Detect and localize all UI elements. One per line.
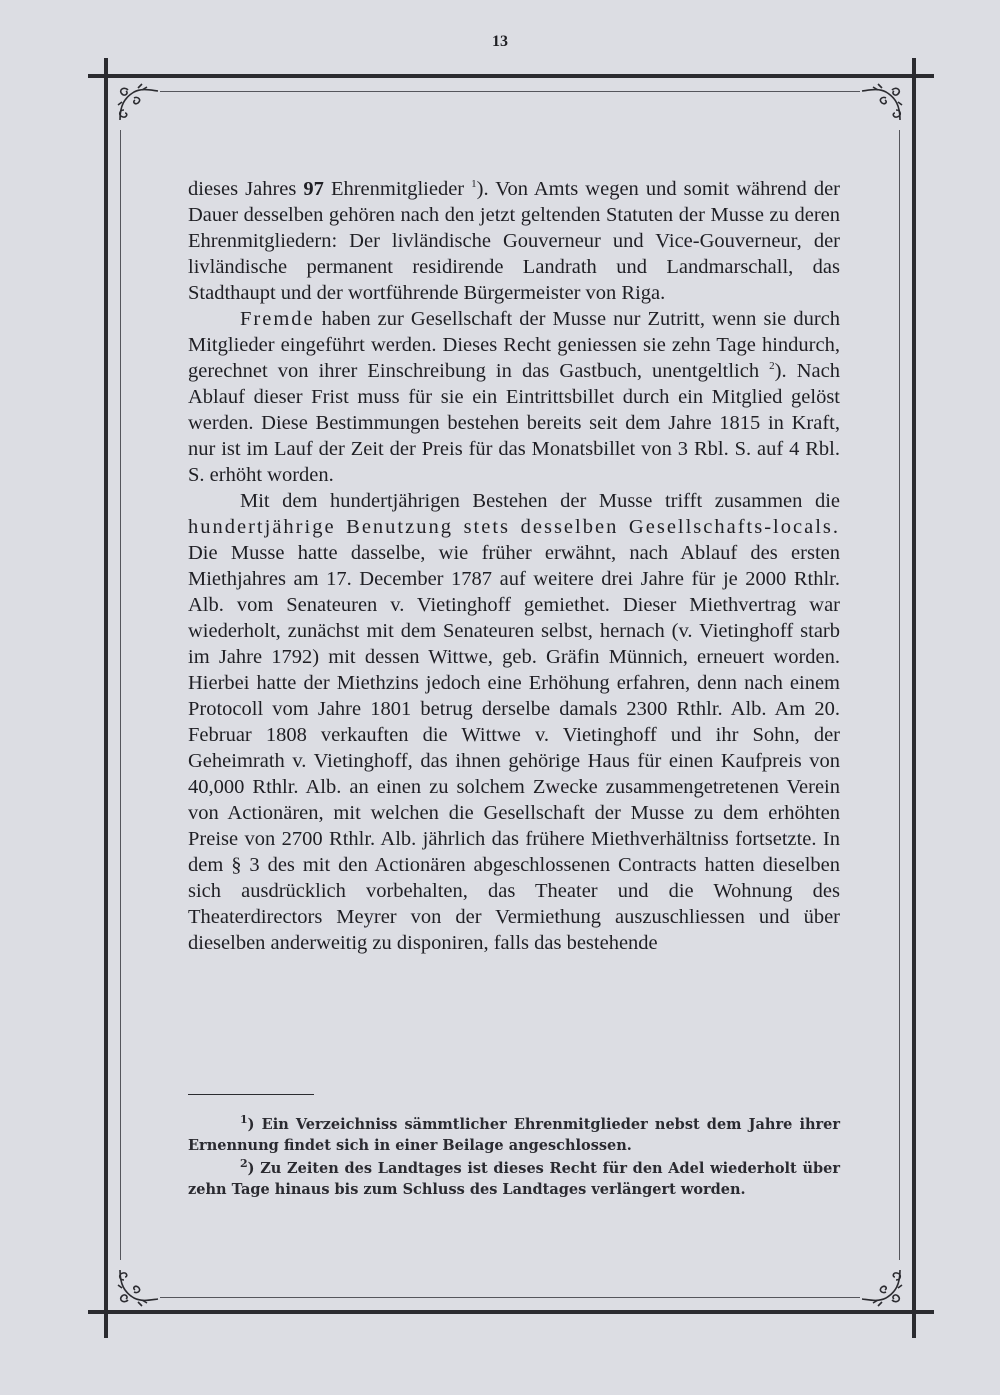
paragraph-3	[188, 488, 840, 956]
page-number: 13	[492, 33, 508, 50]
footnote-marker[interactable]: 2	[769, 360, 775, 373]
frame-inner-bottom-rule	[160, 1297, 860, 1298]
frame-right-rule	[912, 58, 916, 1338]
footnotes	[188, 1114, 840, 1202]
corner-ornament-icon	[114, 1262, 162, 1310]
footnote-text: ) Zu Zeiten des Landtages ist dieses Recht für den Adel wiederholt über zehn Tage hinaus bis zum Schluss des Landtages verlängert worden.	[188, 1160, 840, 1198]
member-count: 97	[303, 178, 324, 200]
frame-inner-right-rule	[899, 130, 900, 1260]
footnote-text: ) Ein Verzeichniss sämmtlicher Ehrenmitglieder nebst dem Jahre ihrer Ernennung findet sich in einer Beilage angeschlossen.	[188, 1116, 840, 1154]
text-run: Mit dem hundertjährigen Bestehen der Musse trifft zusammen die	[240, 490, 840, 512]
emphasis-text: hundertjährige Benutzung stets desselben Gesellschafts-locals.	[188, 516, 840, 538]
corner-ornament-icon	[858, 80, 906, 128]
frame-top-rule	[88, 74, 934, 78]
text-run: haben zur Gesellschaft der Musse nur Zutritt, wenn sie durch Mitglieder eingeführt werden. Dieses Recht geniessen sie zehn Tage hindurch, gerechnet von ihrer Einschreibung in das Gastbuch, unentgeltlich	[188, 308, 840, 382]
corner-ornament-icon	[858, 1262, 906, 1310]
footnote-divider	[188, 1094, 314, 1095]
footnote-number: 1	[240, 1113, 248, 1127]
frame-inner-left-rule	[120, 130, 121, 1260]
footnote	[188, 1114, 840, 1156]
text-run: Die Musse hatte dasselbe, wie früher erwähnt, nach Ablauf des ersten Miethjahres am 17. December 1787 auf weitere drei Jahre für je 2000 Rthlr. Alb. vom Senateuren v. Vietinghoff gemiethet. Dieser Miethvertrag war wiederholt, zunächst mit dem Senateuren selbst, hernach (v. Vietinghoff starb im Jahre 1792) mit dessen Wittwe, geb. Gräfin Münnich, erneuert worden. Hierbei hatte der Miethzins jedoch eine Erhöhung erfahren, denn nach einem Protocoll vom Jahre 1801 betrug derselbe damals 2300 Rthlr. Alb. Am 20. Februar 1808 verkauften die Wittwe v. Vietinghoff und ihr Sohn, der Geheimrath v. Vietinghoff, das ihnen gehörige Haus für einen Kaufpreis von 40,000 Rthlr. Alb. an einen zu solchem Zwecke zusammengetretenen Verein von Actionären, mit welchen die Gesellschaft der Musse zu dem erhöhten Preise von 2700 Rthlr. Alb. jährlich das frühere Miethverhältniss fortsetzte. In dem § 3 des mit den Actionären abgeschlossenen Contracts hatten dieselben sich ausdrücklich vorbehalten, das Theater und die Wohnung des Theaterdirectors Meyrer von der Vermiethung auszuschliessen und über dieselben anderweitig zu disponiren, falls das bestehende	[188, 542, 840, 954]
footnote-marker[interactable]: 1	[471, 178, 477, 191]
corner-ornament-icon	[114, 80, 162, 128]
frame-bottom-rule	[88, 1310, 934, 1314]
emphasis-text: Fremde	[240, 308, 315, 330]
paragraph-1	[188, 176, 840, 306]
text-run: dieses Jahres	[188, 178, 304, 200]
paragraph-2	[188, 306, 840, 488]
footnote	[188, 1158, 840, 1200]
text-run: Ehrenmitglieder	[323, 178, 472, 200]
frame-left-rule	[104, 58, 108, 1338]
text-run: ). Von Amts wegen und somit während der Dauer desselben gehören nach den jetzt geltenden Statuten der Musse zu deren Ehrenmitgliedern: Der livländische Gouverneur und Vice-Gouverneur, der livländische permanent residirende Landrath und Landmarschall, das Stadthaupt und der wortführende Bürgermeister von Riga.	[188, 178, 840, 304]
footnote-number: 2	[240, 1157, 248, 1171]
text-run: ). Nach Ablauf dieser Frist muss für sie ein Eintrittsbillet durch ein Mitglied gelöst werden. Diese Bestimmungen bestehen bereits seit dem Jahre 1815 in Kraft, nur ist im Lauf der Zeit der Preis für das Monatsbillet von 3 Rbl. S. auf 4 Rbl. S. erhöht worden.	[188, 360, 840, 486]
body-text	[188, 176, 840, 956]
frame-inner-top-rule	[160, 91, 860, 92]
